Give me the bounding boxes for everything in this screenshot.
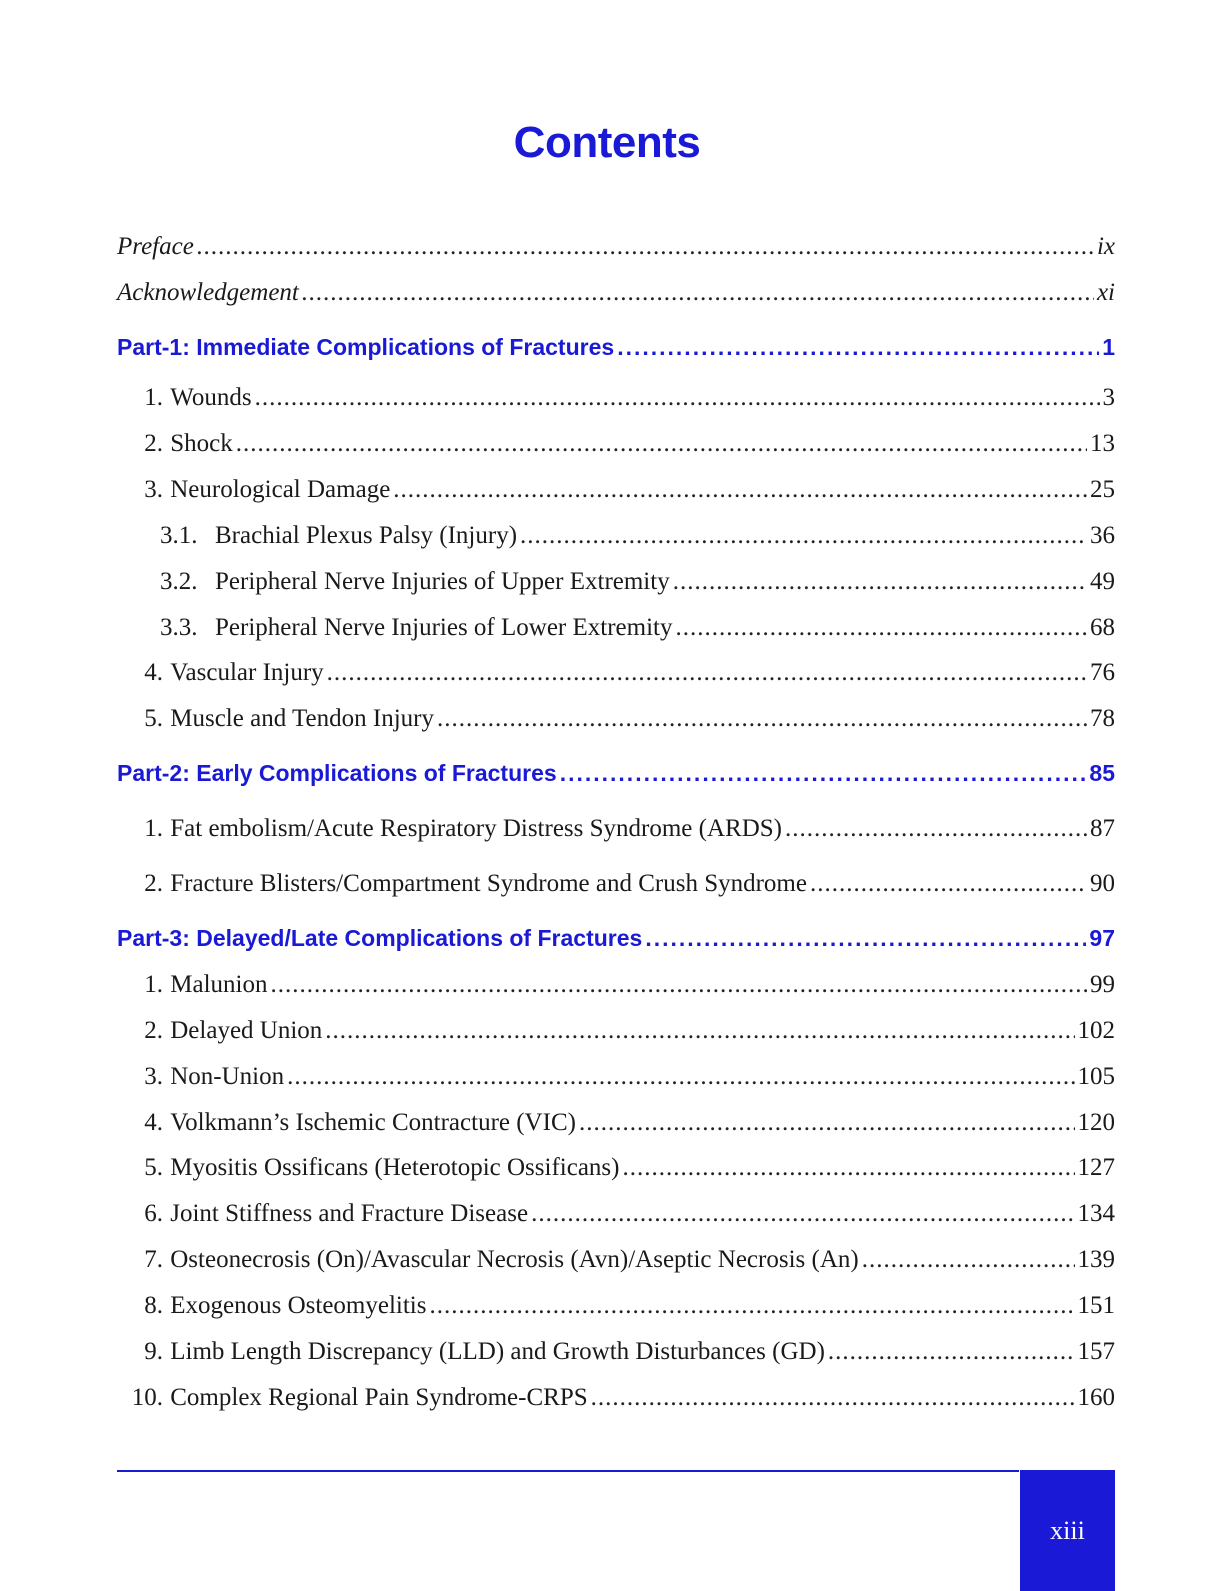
dot-leader — [645, 925, 1086, 952]
subchapter-label: Brachial Plexus Palsy (Injury) — [215, 522, 518, 549]
chapter-page: 90 — [1090, 870, 1115, 897]
dot-leader — [197, 233, 1094, 261]
chapter-label: Non-Union — [170, 1063, 285, 1090]
chapter-page: 13 — [1090, 430, 1115, 457]
toc-chapter[interactable] — [117, 1246, 1115, 1282]
chapter-number: 4. — [144, 659, 163, 686]
chapter-label: Wounds — [170, 384, 252, 411]
page-title: Contents — [513, 118, 701, 167]
toc-part-page: 1 — [1102, 334, 1115, 360]
toc-part-1[interactable] — [117, 334, 1115, 370]
chapter-label: Shock — [170, 430, 233, 457]
toc-entry-acknowledgement[interactable] — [117, 279, 1115, 315]
chapter-label: Exogenous Osteomyelitis — [170, 1292, 427, 1319]
toc-entry-preface[interactable] — [117, 233, 1115, 269]
toc-subchapter[interactable] — [117, 522, 1115, 558]
toc-chapter[interactable] — [117, 1109, 1115, 1145]
chapter-page: 3 — [1102, 384, 1115, 411]
chapter-page: 120 — [1077, 1109, 1115, 1136]
toc-part-page: 97 — [1089, 925, 1115, 951]
subchapter-page: 36 — [1090, 522, 1115, 549]
toc-chapter[interactable] — [117, 476, 1115, 512]
chapter-page: 87 — [1090, 815, 1115, 842]
chapter-number: 7. — [144, 1246, 163, 1273]
chapter-page: 99 — [1090, 971, 1115, 998]
subchapter-number: 3.3. — [160, 614, 198, 641]
dot-leader — [236, 430, 1087, 458]
dot-leader — [531, 1200, 1074, 1228]
dot-leader — [327, 659, 1087, 687]
toc-part-label: Part-3: Delayed/Late Complications of Fractures — [117, 925, 643, 951]
dot-leader — [785, 815, 1087, 843]
toc-part-2[interactable] — [117, 760, 1115, 796]
subchapter-page: 49 — [1090, 568, 1115, 595]
chapter-number: 1. — [144, 384, 163, 411]
chapter-number: 4. — [144, 1109, 163, 1136]
dot-leader — [429, 1292, 1074, 1320]
toc-entry-label: Preface — [117, 233, 194, 260]
chapter-page: 105 — [1077, 1063, 1115, 1090]
chapter-number: 8. — [144, 1292, 163, 1319]
dot-leader — [270, 971, 1087, 999]
subchapter-page: 68 — [1090, 614, 1115, 641]
chapter-number: 5. — [144, 1154, 163, 1181]
chapter-label: Complex Regional Pain Syndrome-CRPS — [170, 1384, 588, 1411]
toc-part-page: 85 — [1089, 760, 1115, 786]
dot-leader — [828, 1338, 1075, 1366]
dot-leader — [673, 568, 1087, 596]
chapter-number: 10. — [131, 1384, 163, 1411]
toc-chapter[interactable] — [117, 1200, 1115, 1236]
dot-leader — [325, 1017, 1074, 1045]
toc-subchapter[interactable] — [117, 568, 1115, 604]
chapter-number: 1. — [144, 971, 163, 998]
chapter-label: Fat embolism/Acute Respiratory Distress Syndrome (ARDS) — [170, 815, 782, 842]
chapter-page: 160 — [1077, 1384, 1115, 1411]
chapter-label: Joint Stiffness and Fracture Disease — [170, 1200, 529, 1227]
dot-leader — [393, 476, 1087, 504]
toc-chapter[interactable] — [117, 659, 1115, 695]
chapter-number: 2. — [144, 430, 163, 457]
chapter-label: Myositis Ossificans (Heterotopic Ossificans) — [170, 1154, 620, 1181]
dot-leader — [560, 760, 1087, 787]
toc-chapter[interactable] — [117, 1338, 1115, 1374]
subchapter-number: 3.1. — [160, 522, 198, 549]
chapter-page: 157 — [1077, 1338, 1115, 1365]
chapter-page: 151 — [1077, 1292, 1115, 1319]
page-number: xiii — [1050, 1515, 1085, 1545]
chapter-label: Muscle and Tendon Injury — [170, 705, 434, 732]
chapter-label: Fracture Blisters/Compartment Syndrome and Crush Syndrome — [170, 870, 807, 897]
chapter-number: 5. — [144, 705, 163, 732]
chapter-label: Vascular Injury — [170, 659, 324, 686]
toc-entry-page: ix — [1096, 233, 1115, 260]
toc-chapter[interactable] — [117, 1017, 1115, 1053]
chapter-number: 2. — [144, 1017, 163, 1044]
toc-chapter[interactable] — [117, 1154, 1115, 1190]
toc-chapter[interactable] — [117, 815, 1115, 851]
chapter-page: 127 — [1077, 1154, 1115, 1181]
page-number-box — [1020, 1470, 1115, 1591]
dot-leader — [287, 1063, 1074, 1091]
toc-chapter[interactable] — [117, 870, 1115, 906]
chapter-page: 76 — [1090, 659, 1115, 686]
chapter-page: 134 — [1077, 1200, 1115, 1227]
toc-part-label: Part-2: Early Complications of Fractures — [117, 760, 557, 786]
toc-subchapter[interactable] — [117, 614, 1115, 650]
dot-leader — [255, 384, 1100, 412]
dot-leader — [591, 1384, 1075, 1412]
dot-leader — [862, 1246, 1075, 1274]
toc-entry-page: xi — [1096, 279, 1115, 306]
chapter-number: 1. — [144, 815, 163, 842]
chapter-page: 25 — [1090, 476, 1115, 503]
chapter-label: Delayed Union — [170, 1017, 323, 1044]
toc-part-3[interactable] — [117, 925, 1115, 961]
dot-leader — [579, 1109, 1075, 1137]
footer-rule — [117, 1470, 1019, 1472]
chapter-page: 102 — [1077, 1017, 1115, 1044]
chapter-number: 9. — [144, 1338, 163, 1365]
chapter-number: 3. — [144, 476, 163, 503]
dot-leader — [622, 1154, 1074, 1182]
chapter-label: Malunion — [170, 971, 268, 998]
toc-entry-label: Acknowledgement — [117, 279, 299, 306]
chapter-number: 2. — [144, 870, 163, 897]
subchapter-label: Peripheral Nerve Injuries of Upper Extremity — [215, 568, 670, 595]
chapter-number: 3. — [144, 1063, 163, 1090]
subchapter-number: 3.2. — [160, 568, 198, 595]
chapter-label: Volkmann’s Ischemic Contracture (VIC) — [170, 1109, 576, 1136]
toc-chapter[interactable] — [117, 1063, 1115, 1099]
toc-chapter[interactable] — [117, 705, 1115, 741]
chapter-page: 78 — [1090, 705, 1115, 732]
dot-leader — [302, 279, 1094, 307]
dot-leader — [617, 334, 1099, 361]
chapter-number: 6. — [144, 1200, 163, 1227]
chapter-page: 139 — [1077, 1246, 1115, 1273]
subchapter-label: Peripheral Nerve Injuries of Lower Extremity — [215, 614, 673, 641]
toc-part-label: Part-1: Immediate Complications of Fractures — [117, 334, 615, 360]
toc-chapter[interactable] — [117, 971, 1115, 1007]
toc-chapter[interactable] — [117, 384, 1115, 420]
dot-leader — [810, 870, 1087, 898]
chapter-label: Neurological Damage — [170, 476, 391, 503]
dot-leader — [437, 705, 1087, 733]
dot-leader — [520, 522, 1087, 550]
dot-leader — [675, 614, 1087, 642]
chapter-label: Limb Length Discrepancy (LLD) and Growth Disturbances (GD) — [170, 1338, 825, 1365]
toc-chapter[interactable] — [117, 1292, 1115, 1328]
chapter-label: Osteonecrosis (On)/Avascular Necrosis (Avn)/Aseptic Necrosis (An) — [170, 1246, 859, 1273]
toc-chapter[interactable] — [117, 1384, 1115, 1420]
toc-chapter[interactable] — [117, 430, 1115, 466]
